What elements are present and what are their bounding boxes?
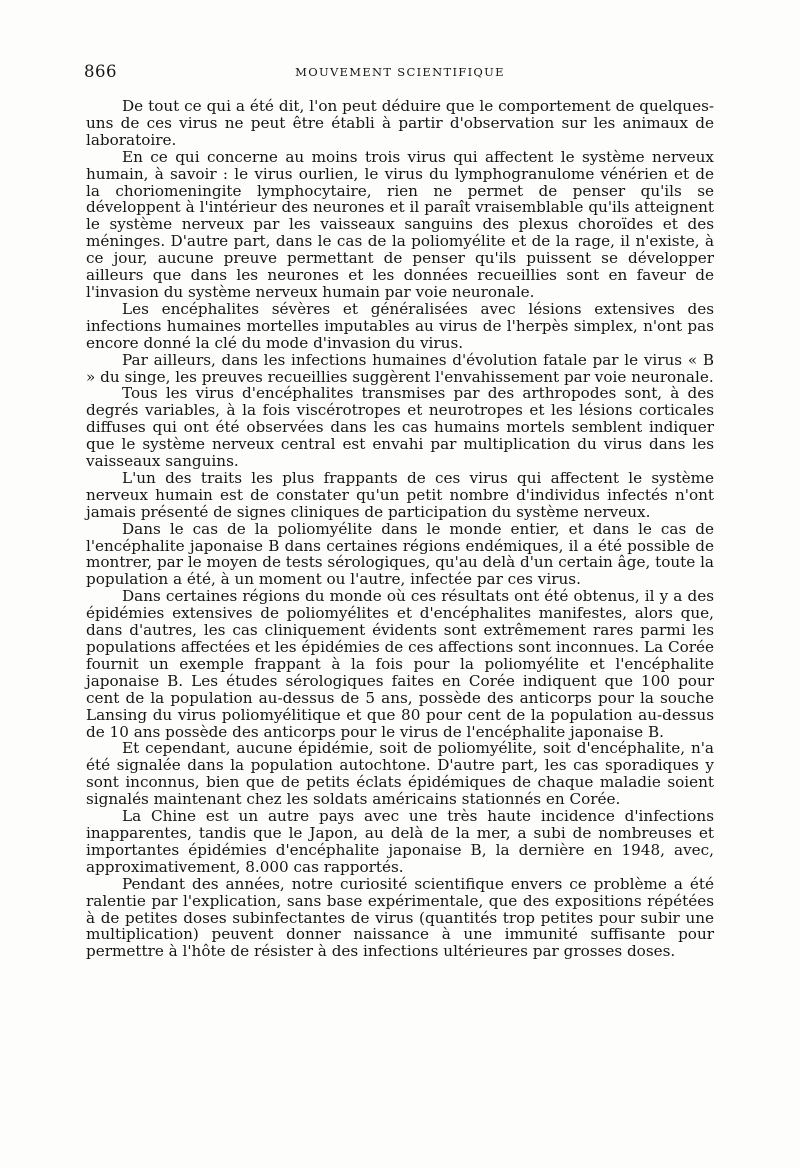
- page-header: [84, 62, 716, 84]
- paragraph: Les encéphalites sévères et généralisées avec lésions extensives des infections humaines mortelles imputables au virus de l'herpès simplex, n'ont pas encore donné la clé du mode d'invasion du virus.: [86, 299, 714, 352]
- paragraph: Et cependant, aucune épidémie, soit de poliomyélite, soit d'encéphalite, n'a été signalée dans la population autochtone. D'autre part, les cas sporadiques y sont inconnus, bien que de petits éclats épidémiques de chaque maladie soient signalés maintenant chez les soldats américains stationnés en Corée.: [86, 739, 714, 809]
- paragraph: De tout ce qui a été dit, l'on peut déduire que le comportement de quelques-uns de ces virus ne peut être établi à partir d'observation sur les animaux de laboratoire.: [86, 97, 714, 149]
- page-number: 866: [84, 62, 117, 81]
- paragraph: Dans le cas de la poliomyélite dans le monde entier, et dans le cas de l'encéphalite japonaise B dans certaines régions endémiques, il a été possible de montrer, par le moyen de tests sérologiques, qu'au delà d'un certain âge, toute la population a été, à un moment ou l'autre, infectée par ces virus.: [86, 519, 714, 589]
- paragraph: En ce qui concerne au moins trois virus qui affectent le système nerveux humain, à savoir : le virus ourlien, le virus du lymphogranulome vénérien et de la choriomeningite lymphocytaire, rien ne permet de penser qu'ils se développent à l'intérieur des neurones et il paraît vraisemblable qu'ils atteignent le système nerveux par les vaisseaux sanguins des plexus choroïdes et des méninges. D'autre part, dans le cas de la poliomyélite et de la rage, il n'existe, à ce jour, aucune preuve permettant de penser qu'ils puissent se développer ailleurs que dans les neurones et les données recueillies sont en faveur de l'invasion du système nerveux humain par voie neuronale.: [86, 147, 714, 301]
- running-title: MOUVEMENT SCIENTIFIQUE: [295, 65, 505, 79]
- paragraph: La Chine est un autre pays avec une très haute incidence d'infections inapparentes, tandis que le Japon, au delà de la mer, a subi de nombreuses et importantes épidémies d'encéphalite japonaise B, la dernière en 1948, avec, approximativement, 8.000 cas rapportés.: [86, 807, 714, 876]
- paragraph: Dans certaines régions du monde où ces résultats ont été obtenus, il y a des épidémies extensives de poliomyélites et d'encéphalites manifestes, alors que, dans d'autres, les cas cliniquement évidents sont extrêmement rares parmi les populations affectées et les épidémies de ces affections sont inconnues. La Corée fournit un exemple frappant à la fois pour la poliomyélite et l'encéphalite japonaise B. Les études sérologiques faites en Corée indiquent que 100 pour cent de la population au-dessus de 5 ans, possède des anticorps pour la souche Lansing du virus poliomyélitique et que 80 pour cent de la population au-dessus de 10 ans possède des anticorps pour le virus de l'encéphalite japonaise B.: [86, 587, 714, 741]
- paragraph: L'un des traits les plus frappants de ces virus qui affectent le système nerveux humain est de constater qu'un petit nombre d'individus infectés n'ont jamais présenté de signes cliniques de participation du système nerveux.: [86, 468, 714, 521]
- paragraph: Par ailleurs, dans les infections humaines d'évolution fatale par le virus « B » du singe, les preuves recueillies suggèrent l'envahissement par voie neuronale.: [86, 350, 714, 386]
- paragraph: Pendant des années, notre curiosité scientifique envers ce problème a été ralentie par l'explication, sans base expérimentale, que des expositions répétées à de petites doses subinfectantes de virus (quantités trop petites pour subir une multiplication) peuvent donner naissance à une immunité suffisante pour permettre à l'hôte de résister à des infections ultérieures par grosses doses.: [86, 874, 714, 961]
- paragraph: Tous les virus d'encéphalites transmises par des arthropodes sont, à des degrés variables, à la fois viscérotropes et neurotropes et les lésions corticales diffuses qui ont été observées dans les cas humains mortels semblent indiquer que le système nerveux central est envahi par multiplication du virus dans les vaisseaux sanguins.: [86, 384, 714, 471]
- body-text: [86, 98, 714, 960]
